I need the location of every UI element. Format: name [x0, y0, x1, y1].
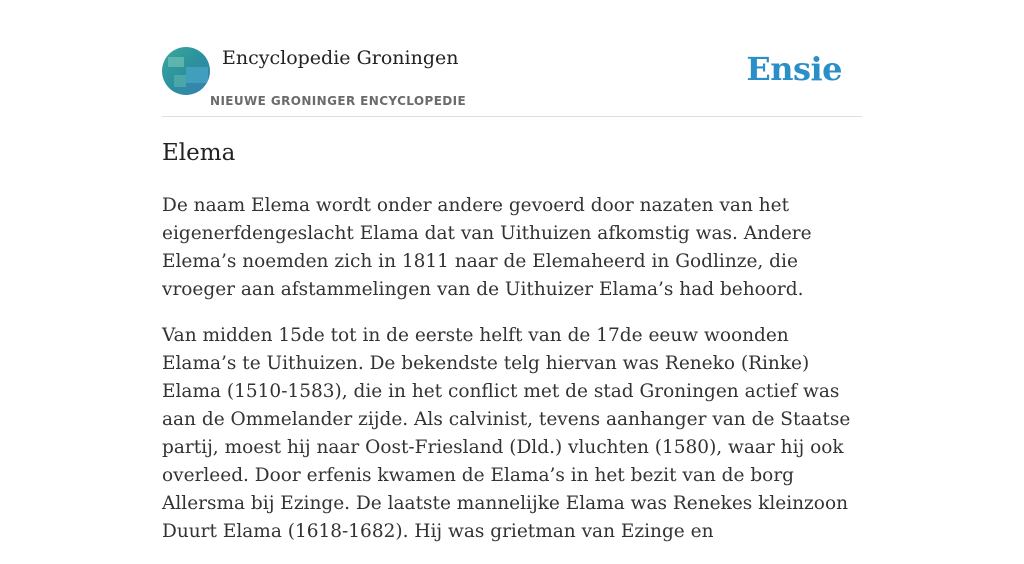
article-title: Elema [162, 140, 236, 166]
site-subtitle: NIEUWE GRONINGER ENCYCLOPEDIE [210, 94, 467, 108]
site-avatar[interactable] [162, 47, 210, 95]
site-header [162, 46, 862, 117]
article-paragraph: De naam Elema wordt onder andere gevoerd door nazaten van het eigenerfdengeslacht Elama dat van Uithuizen afkomstig was. Andere Elema’s noemden zich in 1811 naar de Elemaheerd in Godlinze, die vroeger aan afstammelingen van de Uithuizer Elama’s had behoord. [162, 195, 812, 300]
avatar-image [162, 47, 210, 95]
article-paragraph: Van midden 15de tot in de eerste helft van de 17de eeuw woonden Elama’s te Uithuizen. De bekendste telg hiervan was Reneko (Rinke) Elama (1510-1583), die in het conflict met de stad Groningen actief was aan de Ommelander zijde. Als calvinist, tevens aanhanger van de Staatse partij, moest hij naar Oost-Friesland (Dld.) vluchten (1580), waar hij ook overleed. Door erfenis kwamen de Elama’s in het bezit van de borg Allersma bij Ezinge. De laatste mannelijke Elama was Renekes kleinzoon Duurt Elama (1618-1682). Hij was grietman van Ezinge en [162, 325, 851, 542]
article-body [162, 192, 862, 564]
ensie-logo[interactable]: Ensie [746, 50, 842, 88]
site-name[interactable]: Encyclopedie Groningen [222, 47, 459, 69]
